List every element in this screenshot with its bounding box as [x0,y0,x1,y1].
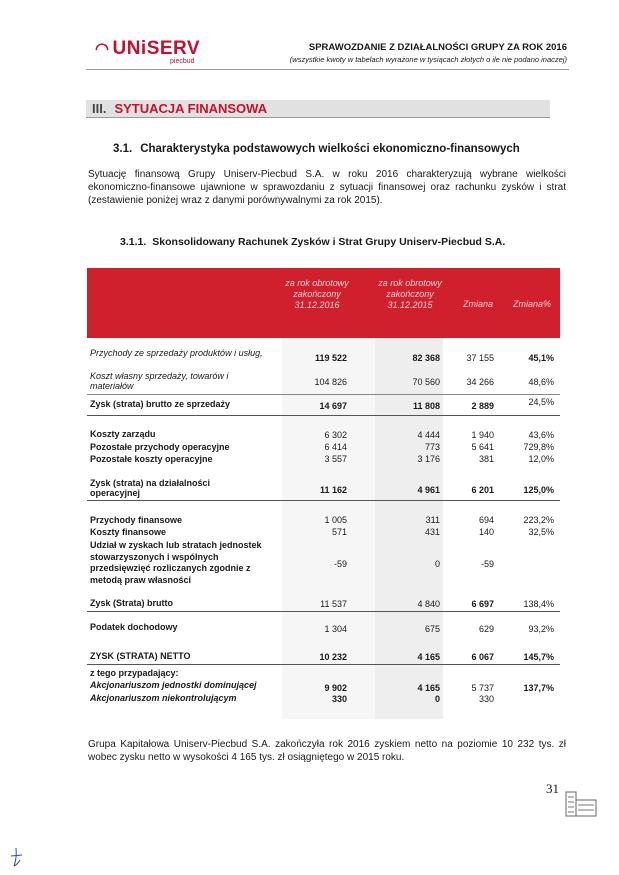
cell-2015: 431 [424,527,440,537]
row-label: Koszty finansowe [90,527,167,537]
cell-2015: 3 176 [417,454,440,464]
table-row [87,371,560,393]
row-divider [87,394,560,395]
cell-2015: 11 808 [412,401,440,411]
table-row [87,428,560,440]
cell-2015: 70 560 [412,377,440,387]
table-row [87,398,560,412]
table-row [87,597,560,609]
subsection-title: Charakterystyka podstawowych wielkości ekonomiczno-finansowych [140,143,520,155]
cell-change: 140 [478,527,494,537]
cell-change: 34 266 [466,377,494,387]
table-row [87,679,560,691]
cell-2016: 3 557 [324,454,347,464]
subsection-heading [113,143,520,155]
signature-mark-icon [8,846,26,873]
subsubsection-number: 3.1.1. [120,236,147,248]
row-label: z tego przypadający: [90,668,179,678]
cell-2016: 571 [331,527,347,537]
col-header-change: Zmiana [462,299,493,309]
cell-change: 694 [478,515,494,525]
cell-2016: 330 [331,694,347,704]
cell-change: 1 940 [471,430,494,440]
cell-change-pct: 729,8% [523,442,554,452]
cell-change-pct: 45,1% [528,353,554,363]
cell-2015: 4 961 [417,485,440,495]
cell-2015: 82 368 [412,353,440,363]
cell-change-pct: 43,6% [528,430,554,440]
col-header-change-pct: Zmiana% [512,299,551,309]
row-label: Pozostałe koszty operacyjne [90,454,213,464]
row-label: ZYSK (STRATA) NETTO [90,651,191,661]
table-row [87,692,560,704]
cell-change: 330 [478,694,494,704]
cell-2016: 6 302 [324,430,347,440]
section-heading [86,100,550,118]
logo-mark-icon: ◠ [95,41,110,58]
section-number: III. [92,101,107,116]
logo-subtitle: piecbud [170,58,195,65]
intro-paragraph: Sytuację finansową Grupy Uniserv-Piecbud S.A. w roku 2016 charakteryzują wybrane wielkości ekonomiczno-finansowe ujawnione w sprawozdaniu z sytuacji finansowej oraz rachunku zysków i strat (zestawienie poniżej wraz z danymi porównywalnymi za rok 2015). [88,169,566,206]
cell-2015: 311 [425,515,440,525]
row-divider [87,415,560,416]
table-row [87,478,560,500]
table-row [87,539,560,591]
company-logo: ◠ UNiSERV [95,38,201,59]
report-title: SPRAWOZDANIE Z DZIAŁALNOŚCI GRUPY ZA ROK 2016 [308,42,567,53]
cell-2015: 675 [424,624,440,634]
cell-change: 6 697 [471,599,494,609]
row-label: Przychody finansowe [90,515,183,525]
cell-change-pct: 145,7% [523,652,554,662]
table-row [87,514,560,526]
cell-2015: 773 [424,442,440,452]
cell-change-pct: 138,4% [523,599,554,609]
row-label: Podatek dochodowy [90,622,178,632]
cell-2016: 1 005 [324,515,347,525]
row-label: Akcjonariuszom jednostki dominującej [90,680,257,690]
table-row [87,526,560,538]
cell-2016: 14 697 [319,401,347,411]
cell-change: 2 889 [471,401,494,411]
cell-2016: 119 522 [314,353,347,363]
table-row [87,348,560,370]
cell-2016: 11 537 [320,599,347,609]
cell-2015: 4 165 [417,683,440,693]
table-row [87,621,560,633]
table-row [87,453,560,465]
page-number: 31 [546,781,559,796]
row-divider [87,611,560,612]
cell-change: 37 155 [466,353,494,363]
header-divider [86,69,569,70]
cell-2015: 4 444 [417,430,440,440]
cell-change: 629 [478,624,494,634]
cell-2016: 10 232 [319,652,347,662]
table-row [87,441,560,453]
cell-2015: 0 [434,694,440,704]
building-logo-icon [564,788,598,818]
cell-change-pct: 93,2% [528,624,554,634]
row-label: Zysk (strata) na działalności operacyjnej [90,478,211,498]
row-label: Zysk (strata) brutto ze sprzedaży [90,399,231,409]
row-divider [87,500,560,501]
subsubsection-heading [120,236,505,248]
cell-change-pct: 125,0% [523,485,554,495]
col-header-2016: za rok obrotowy zakończony 31.12.2016 [285,278,349,310]
cell-2016: -59 [333,559,347,569]
col-header-2015: za rok obrotowy zakończony 31.12.2015 [378,278,442,310]
cell-change-pct: 24,5% [528,397,554,407]
row-label: Akcjonariuszom niekontrolującym [90,693,237,703]
report-note: (wszystkie kwoty w tabelach wyrażone w tysiącach złotych o ile nie podano inaczej) [289,55,567,64]
row-label: Pozostałe przychody operacyjne [90,442,230,452]
section-title: SYTUACJA FINANSOWA [114,101,268,116]
cell-change: 6 201 [471,485,494,495]
cell-change: 5 737 [471,683,494,693]
cell-change-pct: 48,6% [528,377,554,387]
cell-2016: 1 304 [324,624,347,634]
cell-2015: 0 [434,559,440,569]
row-divider [87,664,560,665]
row-label: Koszt własny sprzedaży, towarów i materiałów [90,371,229,391]
table-header [87,268,560,338]
closing-paragraph: Grupa Kapitałowa Uniserv-Piecbud S.A. zakończyła rok 2016 zyskiem netto na poziomie 10 232 tys. zł wobec zysku netto w wysokości 4 165 tys. zł osiągniętego w 2015 roku. [88,739,566,763]
cell-change-pct: 12,0% [528,454,554,464]
table-row [87,667,560,679]
cell-2016: 6 414 [324,442,347,452]
cell-2016: 104 826 [314,377,347,387]
subsection-number: 3.1. [113,143,133,155]
cell-change: 5 641 [471,442,494,452]
cell-change: 381 [478,454,494,464]
row-label: Koszty zarządu [90,429,156,439]
cell-change: -59 [480,559,494,569]
row-label: Zysk (Strata) brutto [90,598,174,608]
row-label: Udział w zyskach lub stratach jednostek stowarzyszonych i wspólnych przedsięwzięć rozliczanych zgodnie z metodą praw własności [90,540,262,585]
cell-2016: 11 162 [319,485,347,495]
cell-change: 6 067 [471,652,494,662]
cell-2016: 9 902 [324,683,347,693]
cell-change-pct: 137,7% [523,683,554,693]
subsubsection-title: Skonsolidowany Rachunek Zysków i Strat Grupy Uniserv-Piecbud S.A. [152,236,506,248]
table-row [87,650,560,662]
cell-2015: 4 165 [417,652,440,662]
row-label: Przychody ze sprzedaży produktów i usług, [90,348,263,358]
cell-2015: 4 840 [417,599,440,609]
cell-change-pct: 32,5% [528,527,554,537]
cell-change-pct: 223,2% [523,515,554,525]
